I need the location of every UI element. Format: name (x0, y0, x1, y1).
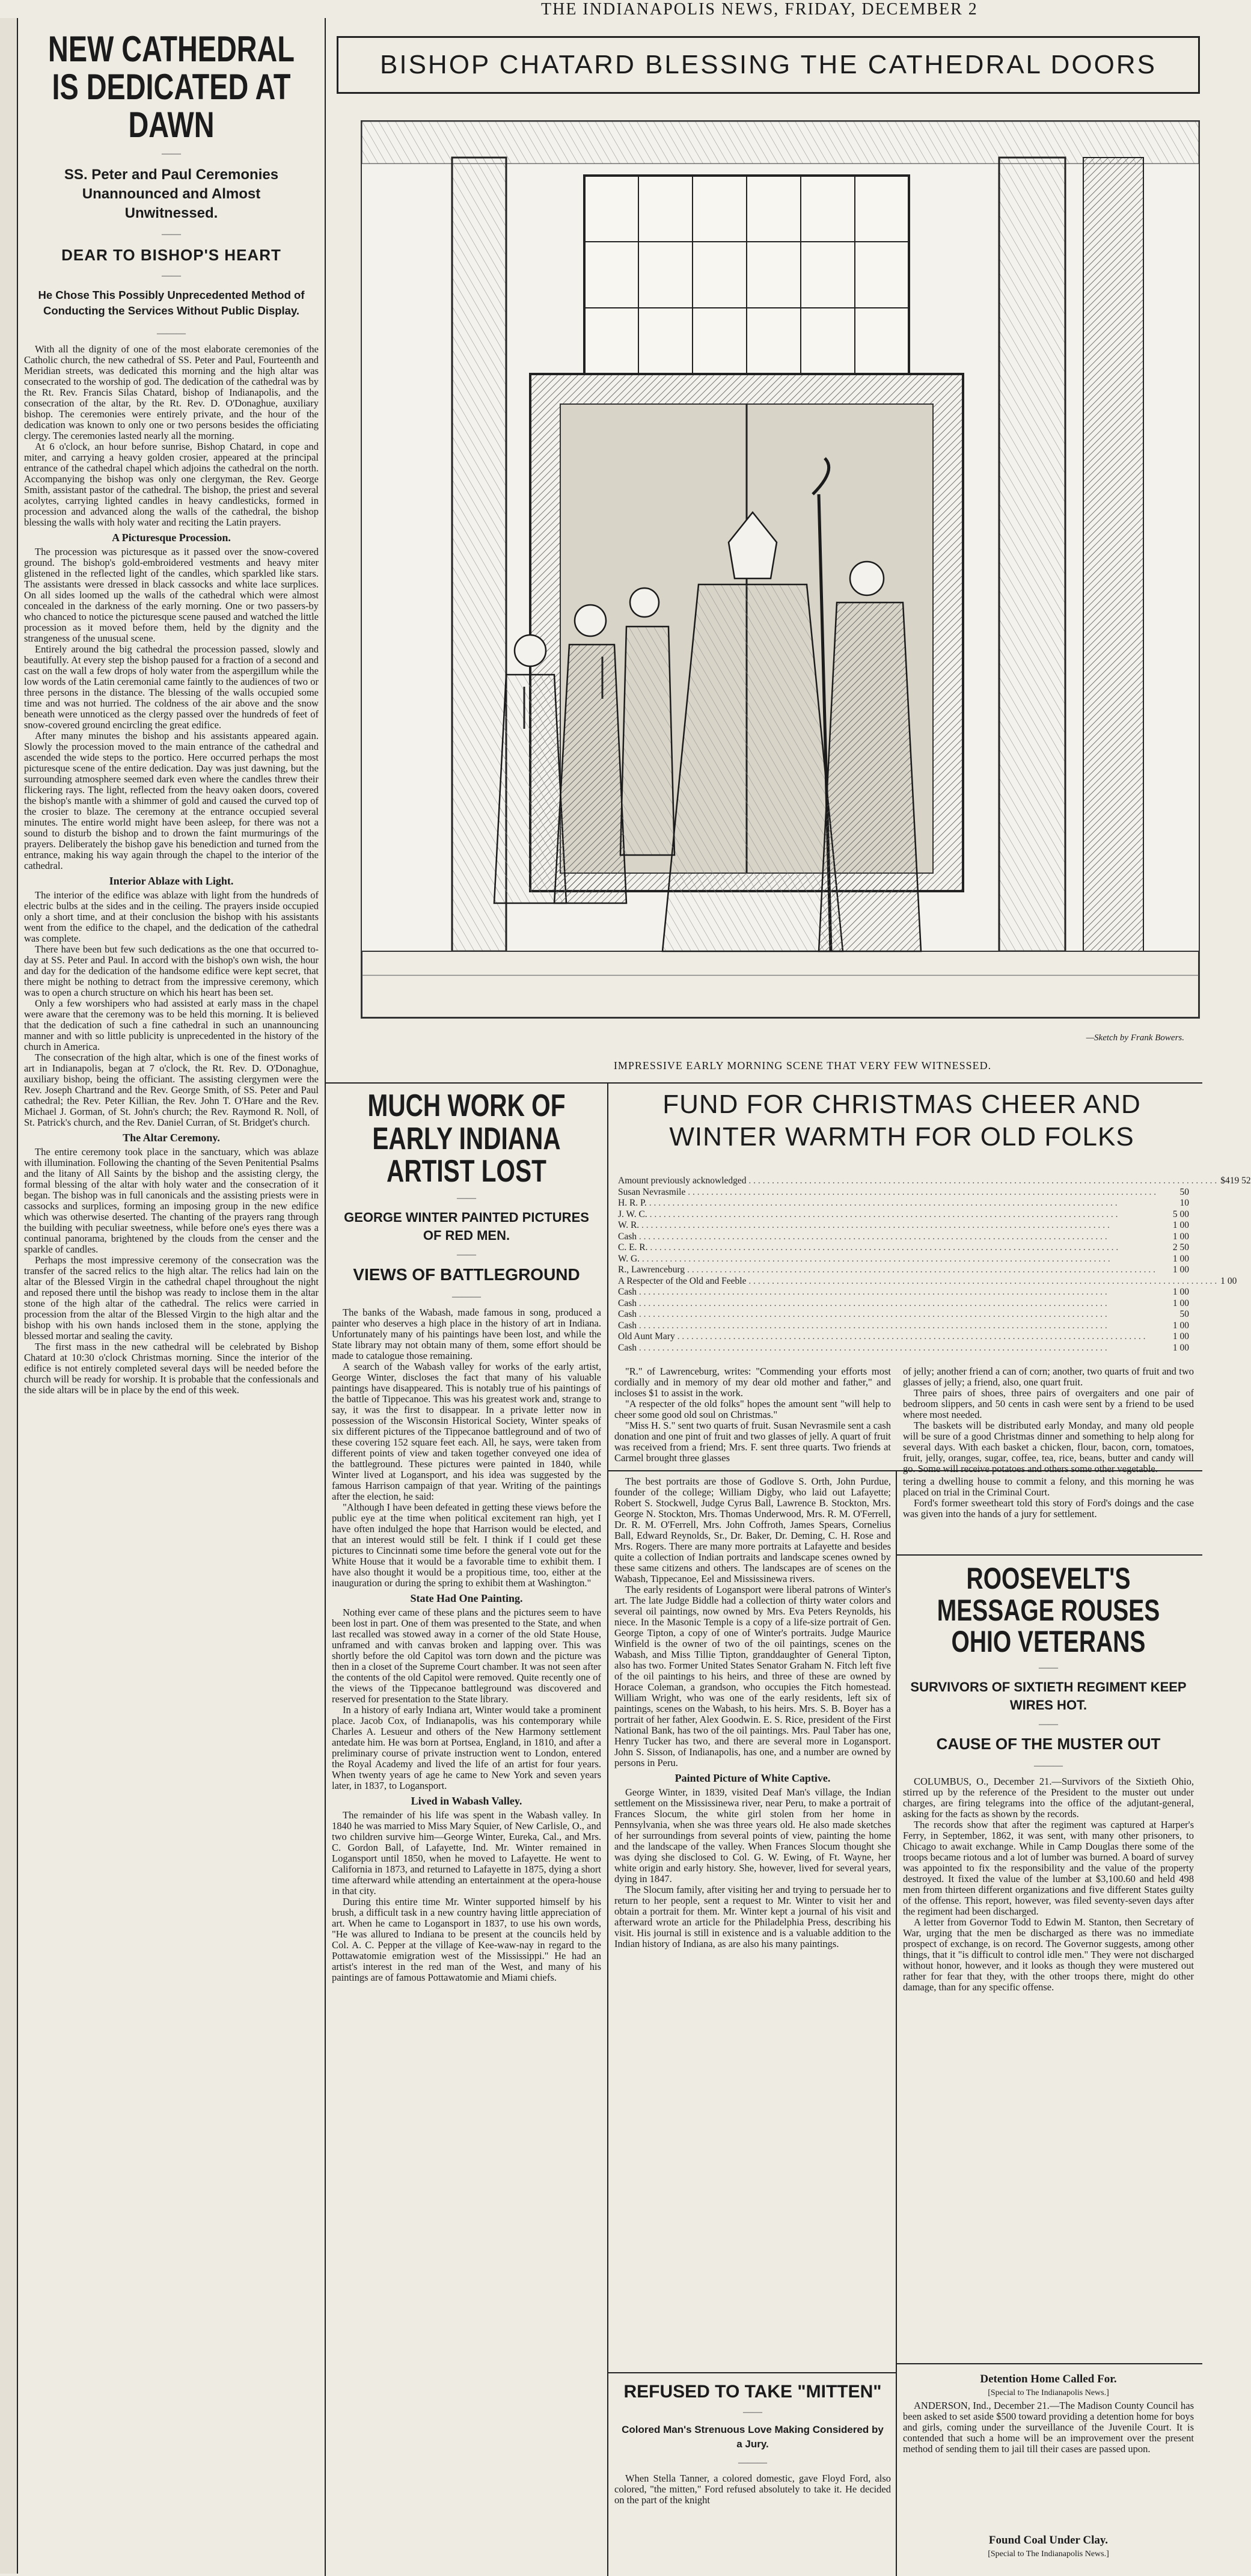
subheading: A Picturesque Procession. (112, 532, 231, 544)
list-item: R., Lawrenceburg . . . 1 00 (618, 1265, 1189, 1276)
list-item: Cash . . . 50 (618, 1309, 1189, 1320)
section-rule (607, 2372, 896, 2373)
article-paragraph: During this entire time Mr. Winter supported himself by his brush, a difficult task in a new country having little appreciation of art. When he came to Logansport in 1837, to use his own words, "He was allured to Indiana to be present at the councils held by Col. A. C. Pepper at the village of Kee-waw-nay in regard to the Pottawatomie emigration west of the Mississippi." He had an artist's interest in the red man of the West, and many of his paintings are of famous Pottawatomie and Miami chiefs. (332, 1895, 601, 1983)
divider: —— (743, 2407, 762, 2417)
list-item: Cash . . . 1 00 (618, 1231, 1189, 1243)
cathedral-deck: He Chose This Possibly Unprecedented Method of Conducting the Services Without Public Display. (38, 289, 305, 317)
article-paragraph: The best portraits are those of Godlove S. Orth, John Purdue, founder of the college; William Digby, who laid out Lafayette; Robert S. Stockwell, Judge Cyrus Ball, Lawrence B. Stockton, Mrs. George N. Stockton, Mrs. Thomas Underwood, Mrs. R. M. O'Ferrell, Dr. R. M. O'Ferrell, Mrs. John Coffroth, James Spears, Cornelius Ball, Edward Reynolds, Sr., Dr. Baker, Dr. Deming, C. H. Rose and Mrs. Rogers. There are many more portraits at Lafayette and besides quite a collection of Indian portraits and landscape scenes owned by these same citizens and others. The landscapes are of scenes on the Wabash, Tippecanoe, Eel and Mississinewa rivers. (614, 1476, 891, 1584)
column-rule (325, 18, 326, 2576)
cathedral-deck: SS. Peter and Paul Ceremonies Unannounced and Almost Unwitnessed. (64, 167, 279, 221)
divider: ——— (452, 1291, 481, 1302)
winter-deck: GEORGE WINTER PAINTED PICTURES OF RED MEN. (344, 1209, 589, 1243)
fund-headline: FUND FOR CHRISTMAS CHEER AND WINTER WARMTH FOR OLD FOLKS (662, 1090, 1141, 1152)
article-paragraph: Ford's former sweetheart told this story of Ford's doings and the case was given into the hands of a jury for settlement. (903, 1497, 1194, 1520)
winter-headline: MUCH WORK OF EARLY INDIANA ARTIST LOST (367, 1088, 566, 1189)
list-item: A Respecter of the Old and Feeble . . . 1 00 (618, 1276, 1189, 1287)
column-rule (607, 1082, 608, 2576)
list-item: W. R. . . . 1 00 (618, 1220, 1189, 1231)
subheading: Found Coal Under Clay. (988, 2534, 1109, 2547)
dateline-note: [Special to The Indianapolis News.] (988, 2388, 1109, 2397)
article-paragraph: The Slocum family, after visiting her and trying to persuade her to return to her people, sent a request to Mr. Winter to visit her and obtain a portrait for them. Mr. Winter kept a journal of his visit and afterward wrote an article for the Philadelphia Press, describing his visit. His journal is still in existence and is a valuable addition to the Indian history of Indiana, as are also his many paintings. (614, 1884, 891, 1949)
article-paragraph: Nothing ever came of these plans and the pictures seem to have been lost in part. One of them was presented to the State, and when last recalled was stowed away in a corner of the old State House, unframed and with canvas broken and lapping over. This was shortly before the old Capitol was torn down and the picture was then in a closet of the Supreme Court chamber. It was not seen after the contents of the old Capitol were removed. Quite recently one of the views of the Tippecanoe battleground was discovered and reserved for presentation to the State library. (332, 1606, 601, 1705)
divider: —— (162, 149, 181, 159)
coal-article (903, 2533, 1194, 2575)
section-rule (896, 1554, 1202, 1556)
article-paragraph: There have been but few such dedications as the one that occurred to-day at SS. Peter and Paul. In accord with the bishop's own wish, the hour and day for the dedication of the handsome edifice were kept secret, that there might be nothing to detract from the impressive ceremony, which was to open a church structure on which his heart has been set. (24, 943, 319, 998)
article-paragraph: George Winter, in 1839, visited Deaf Man's village, the Indian settlement on the Mississinewa river, near Peru, to make a portrait of Frances Slocum, the white girl stolen from her home in Pennsylvania, when she was three years old. He also made sketches of her surroundings from several points of view, painting the home and the landscape of the valley. When Frances Slocum thought she was dying she disclosed to Col. G. W. Ewing, of Ft. Wayne, her white origin and early history. She, however, lived for several years, dying in 1847. (614, 1786, 891, 1884)
article-paragraph: "Miss H. S." sent two quarts of fruit. Susan Nevrasmile sent a cash donation and one pint of fruit and two glasses of jelly. A quart of fruit was received from a friend; Mrs. F. sent three quarts. Two friends at Carmel brought three glasses (614, 1420, 891, 1464)
article-paragraph: After many minutes the bishop and his assistants appeared again. Slowly the procession moved to the main entrance of the cathedral and ascended the wide steps to the portico. Here occurred perhaps the most picturesque scene of the entire dedication. Day was just dawning, but the surrounding atmosphere seemed dark even where the candles threw their flickering rays. The light, reflected from the heavy oaken doors, covered the bishop's mantle with a shimmer of gold and caused the curved top of the crosier to blaze. The ceremony at the entrance occupied several minutes. The entire world might have been asleep, for there was not a sound to disturb the bishop and to drown the faint murmurings of the prayers. Deliberately the bishop gave his benediction and turned from the entrance, making his way again through the chapel to the interior of the cathedral. (24, 730, 319, 871)
column-rule (896, 1470, 897, 2576)
ford-article-continued (903, 1476, 1194, 1548)
article-paragraph: When Stella Tanner, a colored domestic, gave Floyd Ford, also colored, "the mitten," Ford refused absolutely to take it. He decided on the part of the knight (614, 2473, 891, 2506)
article-paragraph: The first mass in the new cathedral will be celebrated by Bishop Chatard at 10:30 o'clock Christmas morning. Since the interior of the edifice is not entirely completed several days will be needed before the church will be ready for worship. It is probable that the confessionals and the side altars will be in place by the end of this week. (24, 1341, 319, 1396)
subheading: Painted Picture of White Captive. (674, 1772, 831, 1784)
list-item: J. W. C. . . . 5 00 (618, 1209, 1189, 1221)
article-paragraph: of jelly; another friend a can of corn; another, two quarts of fruit and two glasses of jelly; a friend, also, one quart fruit. (903, 1366, 1194, 1388)
article-paragraph: At 6 o'clock, an hour before sunrise, Bishop Chatard, in cope and miter, and carrying a heavy golden crosier, appeared at the principal entrance of the cathedral chapel which adjoins the cathedral on the north. Accompanying the bishop was only one clergyman, the Rev. George Smith, assistant pastor of the cathedral. The bishop, the priest and several acolytes, carrying lighted candles in heavy candlesticks, formed in procession and advanced along the walls of the cathedral, the bishop blessing the walls with holy water and reciting the Latin prayers. (24, 441, 319, 528)
illustration-banner (337, 36, 1200, 94)
article-paragraph: A letter from Governor Todd to Edwin M. Stanton, then Secretary of War, urging that the men be discharged as there was no immediate prospect of exchange, is on record. The Governor suggests, among other things, that it "is difficult to control idle men." They were not discharged without honor, however, and it looks as though they were mustered out rather for fear that they, with the other troops there, might do other damage, than for any specific offense. (903, 1916, 1194, 1993)
article-paragraph: "Although I have been defeated in getting these views before the public eye at the time when political excitement ran high, yet I have often indulged the hope that Harrison would be elected, and that an interest would still be felt. I think if I could get these pictures to Cincinnati some time before the general vote out for the White House that it would be a favorable time to exhibit them. I have also thought it would be a propitious time, too, either at the inauguration or during the spring to exhibit them at Washington." (332, 1501, 601, 1589)
subheading: State Had One Painting. (410, 1592, 523, 1604)
article-paragraph: The early residents of Logansport were liberal patrons of Winter's art. The late Judge Biddle had a collection of thirty water colors and several oil paintings, now owned by Mrs. Eva Peters Reynolds, his niece. In the Masonic Temple is a copy of a life-size portrait of Gen. George Tipton, a copy of one of Winter's portraits. Judge Maurice Winfield is the owner of two of the oil paintings, scenes on the Wabash, and Miss Tillie Tipton, granddaughter of General Tipton, also has two. Former United States Senator Graham N. Fitch left five of the oil paintings to his heirs, and three of these are owned by Horace Coleman, a grandson, who occupies the Fitch homestead. William Wright, who was one of the early residents, left six of paintings, scenes on the Wabash, to his heirs. Mrs. S. B. Boyer has a portrait of her father, Alex Goodwin. E. S. Rice, president of the First National Bank, has two of the oil paintings. Mrs. Paul Taber has one, Henry Tucker has two, and there are several more in Logansport. John S. Sisson, of Indianapolis, has one, and a number are owned by persons in Peru. (614, 1584, 891, 1768)
article-paragraph: A search of the Wabash valley for works of the early artist, George Winter, discloses the fact that many of his valuable paintings have disappeared. This is notably true of his paintings of the battle of Tippecanoe. This was his greatest work and, strange to say, it was the first to disappear. In a private letter now in possession of the Wisconsin Historical Society, Winter speaks of six different pictures of the Tippecanoe battleground and of two of these covering 152 square feet each. All, he says, were taken from different points of view and taken together conveyed one idea of the battleground. These pictures were painted in 1840, while Winter lived at Logansport, and his idea was suggested by the famous Harrison campaign of that year. Writing of the paintings after the election, he said: (332, 1360, 601, 1502)
cathedral-doors-sketch (361, 120, 1200, 1019)
illustration-title: BISHOP CHATARD BLESSING THE CATHEDRAL DOORS (380, 50, 1157, 79)
divider: —— (1039, 1719, 1058, 1729)
subheading: The Altar Ceremony. (123, 1132, 220, 1144)
list-item: C. E. R. . . . 2 50 (618, 1242, 1189, 1254)
cathedral-headline: NEW CATHEDRAL IS DEDICATED AT DAWN (48, 29, 295, 145)
divider: ——— (157, 328, 186, 339)
article-paragraph: The banks of the Wabash, made famous in song, produced a painter who deserves a high place in the history of art in Indiana. Unfortunately many of his paintings have been lost, and while the State library may not obtain many of them, some effort should be made to catalogue those remaining. (332, 1306, 601, 1361)
article-paragraph: "A respecter of the old folks" hopes the amount sent "will help to cheer some good old soul on Christmas." (614, 1398, 891, 1420)
article-paragraph: Perhaps the most impressive ceremony of the consecration was the transfer of the sacred relics to the high altar. The relics had lain on the altar of the Blessed Virgin in the cathedral chapel throughout the night and reposed there until the bishop was ready to inclose them in the altar stone of the high altar of the cathedral. The relics were carried in procession from the altar of the Blessed Virgin to the high altar and the bishop with his own hands inclosed them in the stone, applying the blessed mortar and sealing the cavity. (24, 1254, 319, 1342)
roosevelt-deck: CAUSE OF THE MUSTER OUT (936, 1734, 1161, 1753)
divider: —— (457, 1249, 476, 1260)
left-edge-strip (0, 18, 18, 2574)
article-paragraph: Entirely around the big cathedral the procession passed, slowly and beautifully. At every step the bishop paused for a fraction of a second and cast on the wall a few drops of holy water from the aspergillum while the low words of the Latin ceremonial came faintly to the audiences of two or three persons in the distance. The blessing of the walls occupied some time and was not hurried. The coldness of the air above and the snow beneath were unnoticed as the clergy passed over the hundreds of feet of snow-covered ground encircling the great edifice. (24, 643, 319, 731)
list-item: Amount previously acknowledged . . . $419 52 (618, 1176, 1189, 1187)
fund-notes-left (614, 1366, 891, 1465)
divider: ——— (1034, 1760, 1063, 1771)
article-paragraph: "R." of Lawrenceburg, writes: "Commending your efforts most cordially and in memory of my dear old mother and father," and incloses $1 to assist in the work. (614, 1366, 891, 1399)
list-item: Old Aunt Mary . . . 1 00 (618, 1331, 1189, 1343)
article-paragraph: In a history of early Indiana art, Winter would take a prominent place. Jacob Cox, of Indianapolis, was his contemporary while Charles A. Lesueur and others of the New Harmony settlement antedate him. He was born at Portsea, England, in 1810, and after a preliminary course of private instruction went to London, entered the Royal Academy and lived the life of an artist for four years. When twenty years of age he came to New York and seven years later, in 1837, to Logansport. (332, 1704, 601, 1791)
divider: —— (162, 271, 181, 281)
cathedral-article (24, 24, 319, 2574)
article-paragraph: The procession was picturesque as it passed over the snow-covered ground. The bishop's gold-embroidered vestments and heavy miter glistened in the reflected light of the candles, which sparkled like stars. The assistants were dressed in black cassocks and white lace surplices. On all sides loomed up the walls of the cathedral which were almost concealed in the darkness of the early morning. One or two passers-by who chanced to notice the picturesque scene paused and watched the little procession as it moved before them, held by the dignity and the strangeness of the unusual scene. (24, 546, 319, 644)
detention-article (903, 2369, 1194, 2532)
divider: —— (457, 1192, 476, 1203)
article-paragraph: Only a few worshipers who had assisted at early mass in the chapel were aware that the ceremony was to be held this morning. It is believed that the dedication of such a fine cathedral in such an unannouncing manner and with so little publicity is unprecedented in the history of the church in America. (24, 998, 319, 1052)
dateline-note: [Special to The Indianapolis News.] (988, 2550, 1109, 2559)
article-paragraph: The baskets will be distributed early Monday, and many old people will be sure of a good Christmas dinner and something to help along for several days. With each basket a chicken, flour, bacon, corn, tomatoes, fruit, jelly, oranges, sugar, coffee, tea, rice, beans, butter and candy will go. Some will receive potatoes and others some other vegetable. (903, 1420, 1194, 1474)
winter-deck: VIEWS OF BATTLEGROUND (353, 1265, 580, 1284)
article-paragraph: COLUMBUS, O., December 21.—Survivors of the Sixtieth Ohio, stirred up by the reference of the President to the muster out under charges, are firing telegrams into the office of the adjutant-general, asking for the facts as shown by the records. (903, 1775, 1194, 1820)
subheading: Detention Home Called For. (980, 2373, 1117, 2385)
fund-contributions-list (618, 1176, 1251, 1354)
section-rule (896, 2363, 1202, 2364)
masthead: THE INDIANAPOLIS NEWS, FRIDAY, DECEMBER 2 (541, 0, 978, 19)
list-item: Cash . . . 1 00 (618, 1287, 1189, 1298)
list-item: Susan Nevrasmile . . . 50 (618, 1187, 1189, 1198)
winter-article-continued (614, 1476, 891, 2366)
winter-article (332, 1090, 601, 2575)
article-paragraph: The remainder of his life was spent in the Wabash valley. In 1840 he was married to Miss Mary Squier, of New Carlisle, O., and two children survive him—George Winter, Eureka, Cal., and Mrs. C. Gordon Ball, of Lafayette, Ind. Mr. Winter remained in Logansport until 1850, when he moved to Lafayette. He went to California in 1873, and returned to Lafayette in 1875, dying a short time afterward while attending an entertainment at the opera-house in that city. (332, 1809, 601, 1897)
sketch-drawing (362, 121, 1199, 1017)
divider: —— (162, 229, 181, 239)
sketch-credit: —Sketch by Frank Bowers. (1086, 1033, 1184, 1043)
list-item: Cash . . . 1 00 (618, 1298, 1189, 1310)
cathedral-deck: DEAR TO BISHOP'S HEART (61, 246, 281, 264)
list-item: W. G. . . . 1 00 (618, 1254, 1189, 1265)
illustration-caption: IMPRESSIVE EARLY MORNING SCENE THAT VERY FEW WITNESSED. (613, 1060, 992, 1072)
list-item: Cash . . . 1 00 (618, 1320, 1189, 1332)
divider: ——— (738, 2458, 767, 2468)
list-item: H. R. P. . . . 10 (618, 1198, 1189, 1209)
section-rule (325, 1082, 1202, 1084)
mitten-deck: Colored Man's Strenuous Love Making Considered by a Jury. (622, 2424, 884, 2450)
mitten-headline: REFUSED TO TAKE "MITTEN" (623, 2382, 882, 2402)
list-item: Cash . . . 1 00 (618, 1343, 1189, 1354)
mitten-article (614, 2378, 891, 2576)
roosevelt-article (903, 1560, 1194, 2366)
article-paragraph: The records show that after the regiment was captured at Harper's Ferry, in September, 1862, it was sent, with many other prisoners, to Chicago to await exchange. While in Camp Douglas there some of the troops became riotous and a lot of lumber was burned. A board of survey was appointed to fix the responsibility and the value of the property destroyed. It fixed the value of the lumber at $3,100.60 and held 498 men from thirteen different organizations and five different States guilty of the offense. This report, however, was filed seventy-seven days after the regiment had been discharged. (903, 1818, 1194, 1917)
fund-notes-right (903, 1366, 1194, 1474)
article-paragraph: ANDERSON, Ind., December 21.—The Madison County Council has been asked to set aside $500 toward providing a detention home for boys and girls, coming under the surveillance of the Juvenile Court. It is contended that such a home will be an improvement over the present method of sending them to jail till their cases are passed upon. (903, 2400, 1194, 2455)
divider: —— (1039, 1662, 1058, 1673)
article-paragraph: With all the dignity of one of the most elaborate ceremonies of the Catholic church, the new cathedral of SS. Peter and Paul, Fourteenth and Meridian streets, was dedicated this morning and the high altar was consecrated to the worship of god. The dedication of the cathedral was by the Rt. Rev. Francis Silas Chatard, bishop of Indianapolis, and the consecration of the altar, by the Rt. Rev. D. O'Donaghue, auxiliary bishop. The ceremonies were entirely private, and the hour of the dedication was known to only one or two persons besides the officiating clergy. The ceremonies lasted nearly all the morning. (24, 343, 319, 441)
article-paragraph: The consecration of the high altar, which is one of the finest works of art in Indianapolis, began at 7 o'clock, the Rt. Rev. D. O'Donaghue, auxiliary bishop, being the officiant. The assisting clergymen were the Rev. Joseph Chartrand and the Rev. George Smith, of SS. Peter and Paul cathedral; the Rev. Peter Killian, the Rev. John T. O'Hare and the Rev. Michael J. Gorman, of St. John's church; the Rev. Raymond R. Noll, of St. Patrick's church, and the Rev. Daniel Curran, of St. Bridget's church. (24, 1052, 319, 1128)
subheading: Lived in Wabash Valley. (411, 1794, 522, 1807)
roosevelt-headline: ROOSEVELT'S MESSAGE ROUSES OHIO VETERANS (937, 1562, 1160, 1658)
article-paragraph: Three pairs of shoes, three pairs of overgaiters and one pair of bedroom slippers, and 50 cents in cash were sent by a friend to be used where most needed. (903, 1387, 1194, 1420)
article-paragraph: The interior of the edifice was ablaze with light from the hundreds of electric bulbs at the sides and in the ceiling. The prayers inside occupied only a short time, and at their conclusion the bishop with his assistants went from the edifice to the chapel, and the dedication of the cathedral was complete. (24, 889, 319, 944)
roosevelt-deck: SURVIVORS OF SIXTIETH REGIMENT KEEP WIRES HOT. (910, 1679, 1187, 1713)
article-paragraph: The entire ceremony took place in the sanctuary, which was ablaze with illumination. Following the chanting of the Seven Penitential Psalms and the litany of All Saints by the bishop and the assisting clergy, the formal blessing of the altar with holy water and the consecration of it began. The bishop was in full canonicals and the assisting priests were in cassocks and surplices, forming an imposing group in the new edifice which was otherwise deserted. The chanting of the prayers rang through the building with peculiar sweetness, while before one's eyes there was a continual panorama, brightened by the clouds from the censer and the sparkle of candles. (24, 1146, 319, 1255)
article-paragraph: tering a dwelling house to commit a felony, and this morning he was placed on trial in the Criminal Court. (903, 1476, 1194, 1498)
subheading: Interior Ablaze with Light. (109, 875, 234, 887)
